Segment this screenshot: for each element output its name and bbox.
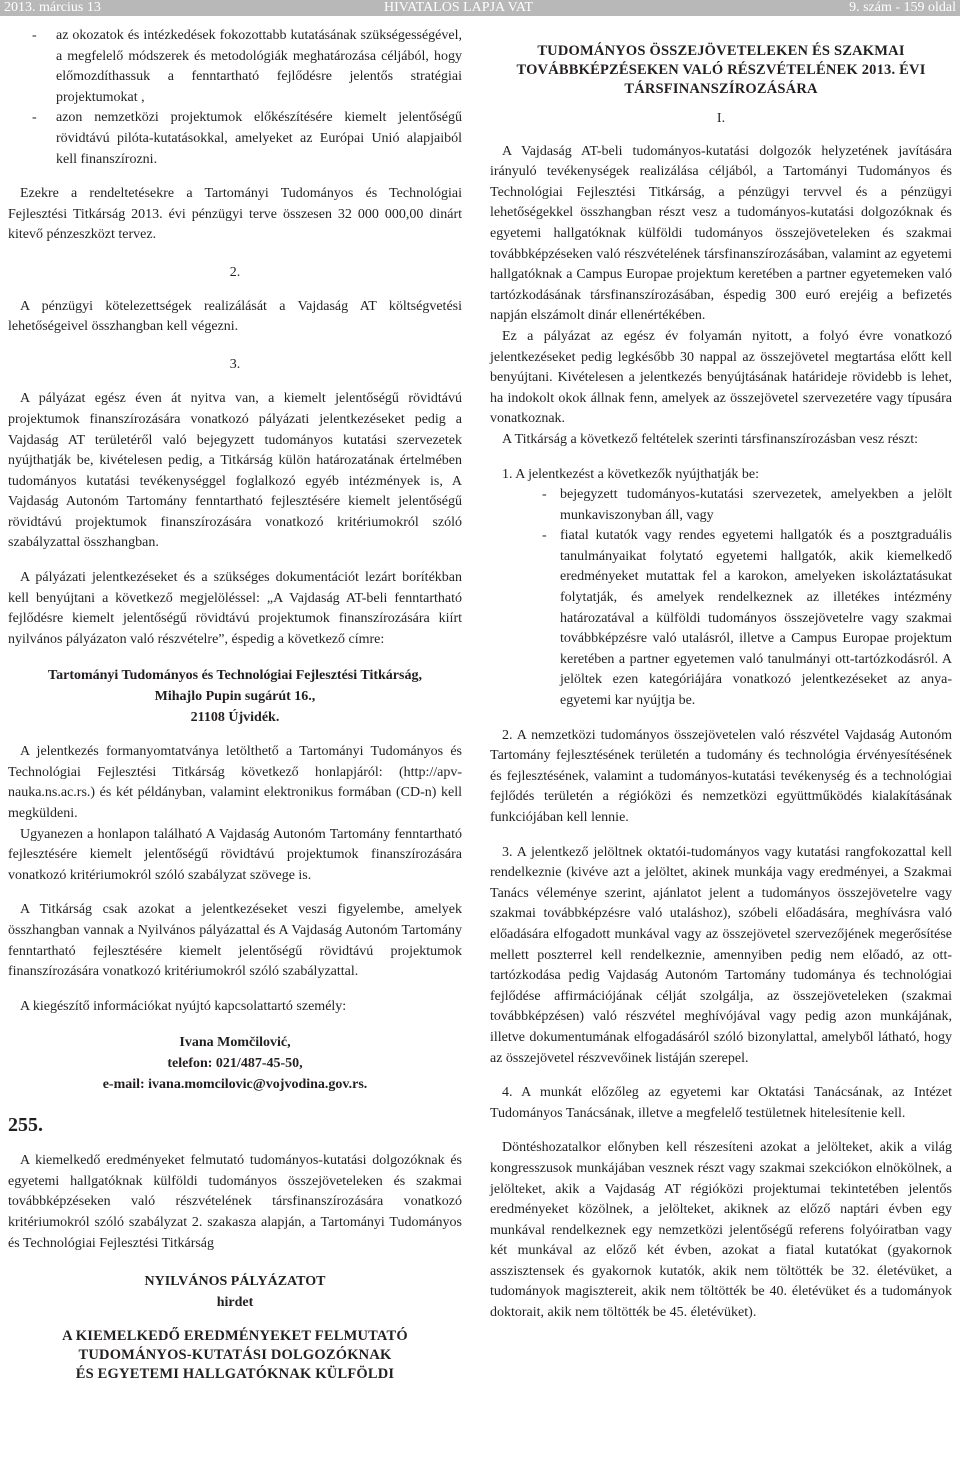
paragraph: A pályázat egész éven át nyitva van, a kiemelt jelentőségű rövidtávú projektumok finanszírozására vonatkozó pályázati jelentkezéseket pedig a Vajdaság AT területéről való bejegyzett tudományos kutatási szervezetek nyújthatják be, kivételesen pedig, a Titkárság külön határozatának értelmében tudományos kutatási tevékenységgel foglalkozó egyéb intézmények is, A Vajdaság Autonóm Tartomány fenntartható fejlesztésére kiemelt jelentőségű rövidtávú projektumok finanszírozására vonatkozó kritériumokról szóló szabályzattal összhangban.: [8, 391, 462, 551]
address-line: Tartományi Tudományos és Technológiai Fejlesztési Titkárság,: [48, 668, 422, 684]
paragraph: Döntéshozatalkor előnyben kell részesíteni azokat a jelölteket, akik a világ kongresszusok munkájában vesznek részt vagy szakmai szekciókon elnökölnek, a jelölteket, akik a Vajdaság AT régióközi projektumai tekintetében jelentős eredményeket közölnek, a jelölteket, akiknek az előző naptári évben egy munkával rendelkeznek egy nemzetközi jelentőségű referens folyóiratban vagy két munkával az előző két évben, azokat a fiatal kutatókat (gyakornok asszisztensek és gyakornok kutatók, akik nem töltötték be 32. életévüket, a tudományok magisztereit, akik nem töltötték be 40. életévüket és a tudományok doktorait, akik nem töltötték be 45. életévüket).: [490, 1140, 952, 1321]
right-column: [490, 26, 952, 1324]
list-item: - azon nemzetközi projektumok előkészítésére kiemelt jelentőségű rövidtávú pilóta-kutatásokkal, amelyeket az Európai Unió alapjaiból kell finanszírozni.: [8, 108, 462, 170]
call-title-line: TUDOMÁNYOS-KUTATÁSI DOLGOZÓKNAK: [78, 1347, 392, 1364]
paragraph: A jelentkezés formanyomtatványa letölthető a Tartományi Tudományos és Technológiai Fejlesztési Titkárság következő honlapjáról: (http://apv-nauka.ns.ac.rs.) és két példányban, valamint elektronikus formában (CD-n) kell megküldeni.: [8, 744, 462, 821]
section-number: 2.: [229, 264, 241, 280]
list-item: - bejegyzett tudományos-kutatási szervezetek, amelyekben a jelölt munkaviszonyban áll, vagy: [490, 485, 952, 526]
numbered-item: 2. A nemzetközi tudományos összejövetelen való részvétel Vajdaság Autonóm Tartomány fejlesztésének területén a tudomány és technológia érvényesítésének és fejlesztésének, valamint a tudományos-kutatási tevékenység és a technológiai fejlődés területén a régióközi és nemzetközi együttműködés kialakításának funkciójában kell lennie.: [490, 727, 952, 825]
contact-line: Ivana Momčilović,: [179, 1035, 291, 1051]
contact-block: [8, 1033, 462, 1095]
address-line: 21108 Újvidék.: [190, 709, 280, 725]
roman-numeral: I.: [716, 111, 726, 126]
address-line: Mihajlo Pupin sugárút 16.,: [154, 689, 316, 705]
paragraph: Ez a pályázat az egész év folyamán nyitott, a folyó évre vonatkozó jelentkezéseket pedig legkésőbb 30 nappal az összejövetel megtartása előtt kell benyújtani. Kivételesen a jelentkezés benyújtásának határideje rövidebb is lehet, ha indokolt okok állnak fenn, amelyek az összejövetel szervezetére vagy típusára vonatkoznak.: [490, 328, 952, 427]
contact-line: telefon: 021/487-45-50,: [167, 1055, 303, 1071]
call-title-line: TOVÁBBKÉPZÉSEKEN VALÓ RÉSZVÉTELÉNEK 2013. ÉVI: [516, 62, 926, 78]
paragraph: A Titkárság a következő feltételek szerinti társfinanszírozásban vesz részt:: [502, 431, 918, 447]
numbered-item: 4. A munkát előzőleg az egyetemi kar Oktatási Tanácsának, az Intézet Tudományos Tanácsának, illetve a megfelelő testületnek hitelesítenie kell.: [490, 1085, 952, 1121]
bullet-list: [8, 26, 462, 170]
call-title-line: ÉS EGYETEMI HALLGATÓKNAK KÜLFÖLDI: [75, 1366, 395, 1383]
numbered-item: 1. A jelentkezést a következők nyújthatják be:: [502, 466, 759, 482]
address-block: [8, 666, 462, 728]
paragraph: A kiegészítő információkat nyújtó kapcsolattartó személy:: [20, 998, 347, 1014]
paragraph: A Titkárság csak azokat a jelentkezéseket veszi figyelembe, amelyek összhangban vannak a Nyilvános pályázattal és A Vajdaság Autonóm Tartomány fenntartható fejlesztésére kiemelt jelentőségű rövidtávú projektumok finanszírozására vonatkozó kritériumokról szóló szabályzattal.: [8, 902, 462, 980]
page-header: [0, 0, 960, 16]
list-item: - az okozatok és intézkedések fokozottabb kutatásának szükségességével, a megfelelő módszerek és metodológiák meghatározása céljából, hogy előmozdíthassuk a fenntartható fejlődésre jelentős stratégiai projektumokat ,: [8, 26, 462, 108]
header-page-number: 9. szám - 159 oldal: [849, 0, 956, 15]
call-title-continued: [490, 42, 952, 99]
paragraph: A kiemelkedő eredményeket felmutató tudományos-kutatási dolgozóknak és egyetemi hallgatóknak külföldi tudományos összejöveteleken és szakmai továbbképzéseken való részvételének társfinanszírozására vonatkozó kritériumokról szóló szabályzat 2. szakasza alapján, a Tartományi Tudományos és Technológiai Fejlesztési Titkárság: [8, 1153, 462, 1251]
announcement-verb: hirdet: [216, 1294, 254, 1310]
call-title: [8, 1327, 462, 1384]
section-heading: 255.: [8, 1114, 43, 1137]
paragraph: A pénzügyi kötelezettségek realizálását a Vajdaság AT költségvetési lehetőségeivel összhangban kell végezni.: [8, 298, 462, 335]
header-title: HIVATALOS LAPJA VAT: [384, 0, 534, 15]
left-column: [8, 26, 462, 1384]
paragraph: Ezekre a rendeltetésekre a Tartományi Tudományos és Technológiai Fejlesztési Titkárság 2013. évi pénzügyi terve összesen 32 000 000,00 dinárt kitevő pénzeszközt tervez.: [8, 186, 462, 243]
call-title-line: TÁRSFINANSZÍROZÁSÁRA: [624, 81, 818, 97]
bullet-list: [490, 485, 952, 712]
paragraph: A pályázati jelentkezéseket és a szükséges dokumentációt lezárt borítékban kell benyújtani a következő megjelöléssel: „A Vajdaság AT-beli fenntartható fejlődésre kiemelt jelentőségű rövidtávú projektumok finanszírozására kiírt nyilvános pályázaton való részvételre”, éspedig a következő címre:: [8, 570, 462, 647]
call-title-line: TUDOMÁNYOS ÖSSZEJÖVETELEKEN ÉS SZAKMAI: [537, 43, 905, 59]
contact-line: e-mail: ivana.momcilovic@vojvodina.gov.rs.: [102, 1076, 368, 1092]
section-number: 3.: [229, 356, 241, 372]
list-item: - fiatal kutatók vagy rendes egyetemi hallgatók és a posztgraduális tanulmányaikat folytató egyetemi hallgatók, akik kiemelkedő eredményeket mutattak fel a karokon, amelyeken iskoláztatásukat folytatják, és amelyek rendelkeznek az illetékes intézmény határozatával a külföldi tudományos összejövetelre vagy szakmai továbbképzésre való utalásról, illetve a Campus Europae projektum keretében a partner egyetemen való tanulmányi ott-tartózkodásról. A jelöltek ezen kategóriájára vonatkozó jelentkezéseket az anya-egyetemi kar nyújtja be.: [490, 526, 952, 711]
numbered-item: 3. A jelentkező jelöltnek oktatói-tudományos vagy kutatási rangfokozattal kell rendelkeznie (kivéve azt a jelöltet, akinek munkája vagy eredményei, a Szakmai Tanács véleménye szerint, ajánlatot jelent a tudományos összejövetelre vagy szakmai továbbképzésre való utaláshoz), szóbeli előadására, meghívásra való előadására elfogadott munkával vagy az összejövetel szervezőjének megerősítése mellett poszterrel kell rendelkeznie, amennyiben pedig nem előadó, az ott-tartózkodása pedig Vajdaság Autonóm Tartomány tudománya és technológiai fejlődése affirmációjának célját szolgálja, az összejöveteleken (szakmai továbbképzésen) való részvétel meghívójával vagy pedig azon munkájának, illetve dokumentumának elfogadásáról szóló bizonylattal, amelyből látható, hogy az összejövetel részvevőinek listáján szerepel.: [490, 844, 952, 1066]
announcement-title: NYILVÁNOS PÁLYÁZATOT: [144, 1274, 326, 1290]
header-date: 2013. március 13: [4, 0, 101, 15]
paragraph: A Vajdaság AT-beli tudományos-kutatási dolgozók helyzetének javítására irányuló tevékenységek realizálása céljából, a Tartományi Tudományos és Technológiai Fejlesztési Titkárság, a pénzügyi tervvel és a pénzügyi lehetőségekkel összhangban részt vesz a tudományos-kutatási dolgozóknak és egyetemi hallgatóknak külföldi tudományos összejöveteleken és szakmai továbbképzéseken való részvételének társfinanszírozásában, valamint az egyetemi hallgatóknak a Campus Europae projektum keretében a partner egyetemeken való tartózkodásának társfinanszírozásában, éspedig 300 euró erejéig a befizetés napján elszámolt dinár ellenértékében.: [490, 143, 952, 324]
call-title-line: A KIEMELKEDŐ EREDMÉNYEKET FELMUTATÓ: [62, 1328, 408, 1345]
paragraph: Ugyanezen a honlapon található A Vajdaság Autonóm Tartomány fenntartható fejlesztésére kiemelt jelentőségű rövidtávú projektumok finanszírozására vonatkozó kritériumokról szóló szabályzat szövege is.: [8, 826, 462, 883]
